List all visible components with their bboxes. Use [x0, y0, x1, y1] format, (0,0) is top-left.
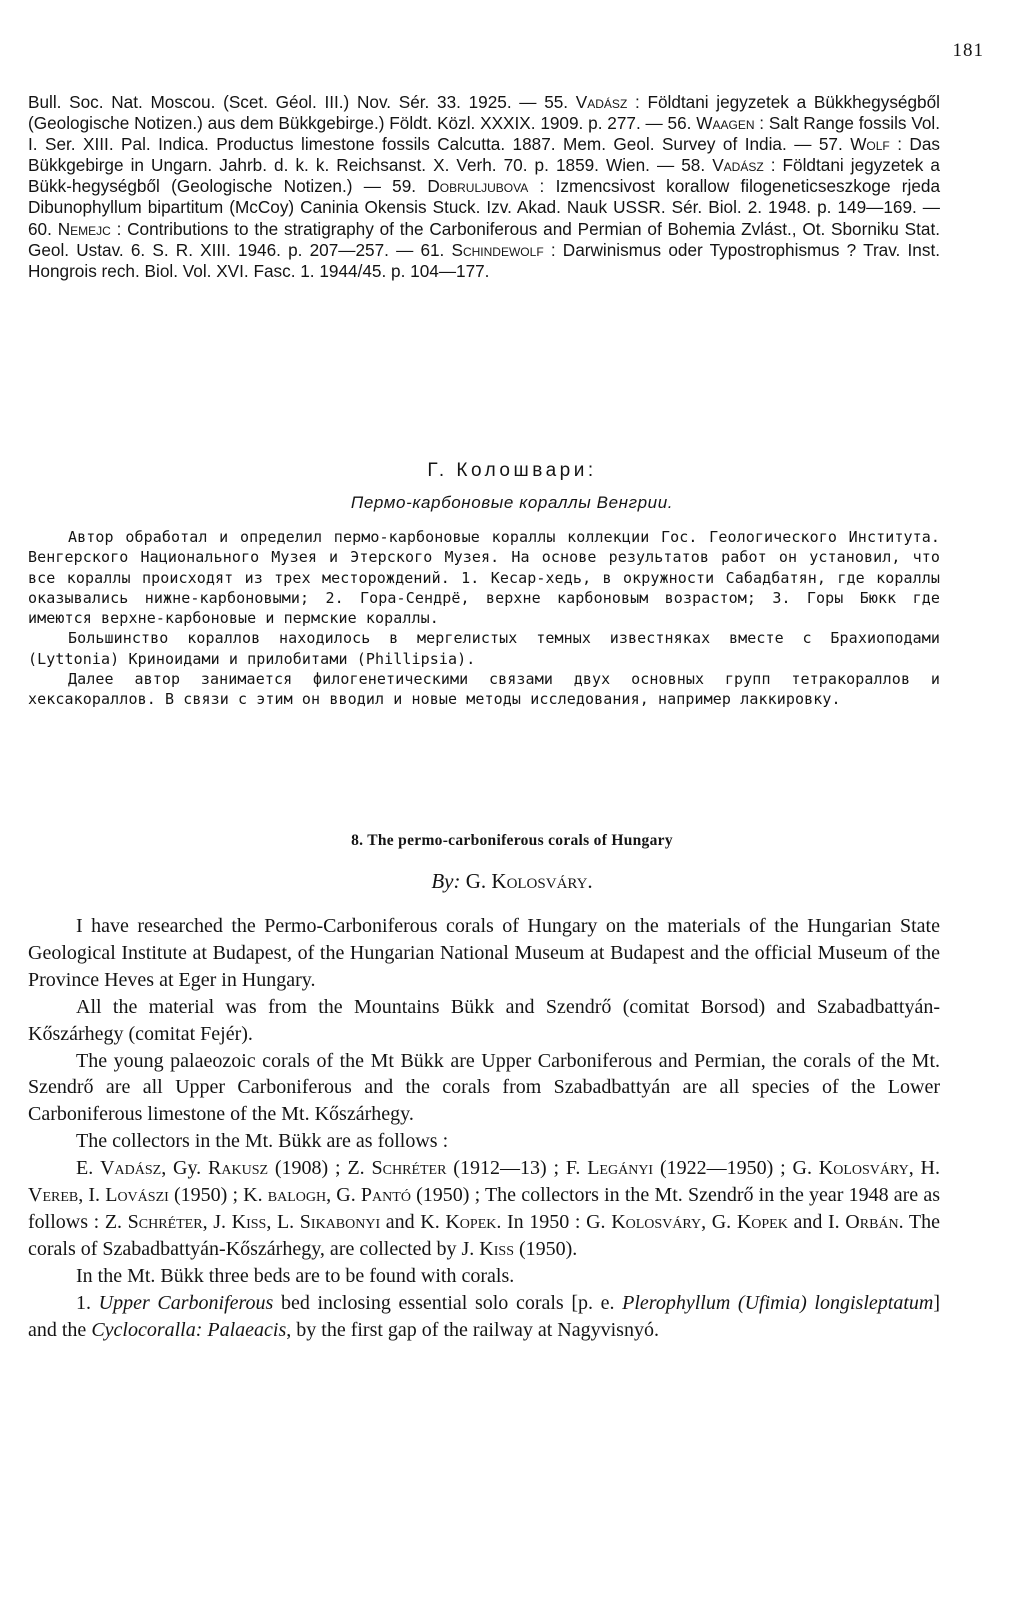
author-name: Lovászi [105, 1184, 169, 1207]
author-name: Kolosváry [611, 1210, 702, 1233]
text-run: , by the first gap of the railway at Nagyvisnyó. [286, 1318, 659, 1341]
author-name: balogh [267, 1184, 327, 1207]
italic-term: Upper Carboniferous [98, 1291, 274, 1314]
russian-title: Пермо-карбоновые кораллы Венгрии. [350, 493, 674, 512]
page-number: 181 [952, 40, 984, 61]
article-paragraph [28, 1263, 940, 1290]
text-run: , H. [908, 1157, 940, 1180]
text-run: : Földtani jegyzetek a Bükkhegységből (Geologische Notizen.) aus dem Bükkgebirge.) Földt. Közl. XXXIX. 1909. p. 277. — 56. [28, 92, 940, 134]
russian-paragraph: Автор обработал и определил пермо-карбоновые кораллы коллекции Гос. Геологического Института. Венгерского Национального Музея и Этерского Музея. На основе результатов работ он установил, что все кораллы происходят из трех месторождений. 1. Кесар-хедь, в окружности Сабадбатян, где кораллы оказывались нижне-карбоновыми; 2. Гора-Сендрё, верхне карбоновым возрастом; 3. Горы Бюкк где имеются верхне-карбоновые и пермские кораллы. [28, 528, 940, 628]
russian-paragraph: Далее автор занимается филогенетическими связами двух основных групп тетракораллов и хексакораллов. В связи с этим он вводил и новые методы исследования, например лаккировку. [28, 670, 940, 709]
article-body [28, 913, 940, 1344]
text-run: (1912—13) ; F. [446, 1157, 588, 1180]
text-run: , L. [266, 1210, 300, 1233]
author-name: Pantó [360, 1184, 411, 1207]
text-run: E. [76, 1157, 101, 1180]
author-name: Legányi [587, 1157, 654, 1180]
italic-term: Plerophyllum (Ufimia) longisleptatum [622, 1291, 934, 1314]
text-run: : Izmencsivost korallow filogeneticseszkoge rjeda Dibunophyllum bipartitum (McCoy) Caninia Okensis Stuck. Izv. Akad. Nauk USSR. Sér. Biol. 2. 1948. p. 149—169. — 60. [28, 176, 940, 239]
text-run: and I. [787, 1210, 846, 1233]
text-run: . In 1950 : G. [496, 1210, 612, 1233]
article-paragraph [28, 913, 940, 994]
text-run: : Salt Range fossils Vol. I. Ser. XIII. Pal. Indica. Productus limestone fossils Calcutta. 1887. Mem. Geol. Survey of India. — 57. [28, 113, 940, 155]
author-name: Kopek [736, 1210, 788, 1233]
author-name: Schréter [371, 1157, 447, 1180]
author-name: Vereb [28, 1184, 79, 1207]
text-run: . The corals of Szabadbattyán-Kőszárhegy, are collected by J. [28, 1210, 940, 1260]
italic-term: Cyclocoralla: Palaeacis [91, 1318, 287, 1341]
text-run: The young palaeozoic corals of the Mt Bükk are Upper Carboniferous and Permian, the corals of the Mt. Szendrő are all Upper Carboniferous and the corals from Szabadbattyán are all species of the Lower Carboniferous limestone of the Mt. Kőszárhegy. [28, 1049, 940, 1126]
reference-list [28, 92, 940, 282]
text-run: , G. [326, 1184, 361, 1207]
text-run: (1908) ; Z. [268, 1157, 372, 1180]
author-name: Schréter [127, 1210, 203, 1233]
author-name: Kiss [479, 1237, 514, 1260]
text-run: In the Mt. Bükk three beds are to be found with corals. [76, 1264, 515, 1287]
author-name: Nemejc [57, 218, 111, 239]
author-name: Vadász [100, 1157, 162, 1180]
article-byline [0, 869, 1024, 894]
article-paragraph [28, 1048, 940, 1129]
author-name: Dobruljubova [427, 176, 529, 197]
text-run: , J. [202, 1210, 232, 1233]
collectors-paragraph [28, 1155, 940, 1263]
russian-summary [28, 527, 940, 710]
text-run: , Gy. [161, 1157, 209, 1180]
byline-author: G. Kolosváry. [465, 869, 593, 893]
text-run: bed inclosing essential solo corals [p. e. [273, 1291, 623, 1314]
article-title: 8. The permo-carboniferous corals of Hungary [351, 832, 673, 849]
text-run: (1950) ; K. [168, 1184, 268, 1207]
author-name: Kopek [445, 1210, 497, 1233]
text-run: (1950). [513, 1237, 578, 1260]
text-run: : Földtani jegyzetek a Bükk-hegységből (Geologische Notizen.) — 59. [28, 155, 940, 197]
article-paragraph [28, 994, 940, 1048]
text-run: 1. [76, 1291, 99, 1314]
author-name: Waagen [696, 113, 755, 134]
author-name: Rakusz [208, 1157, 269, 1180]
text-run: , G. [701, 1210, 737, 1233]
author-name: Orbán [845, 1210, 899, 1233]
text-run: ] and the [28, 1291, 940, 1341]
text-run: (1950) ; The collectors in the Mt. Szendrő in the year 1948 are as follows : Z. [28, 1184, 940, 1233]
text-run: : Das Bükkgebirge in Ungarn. Jahrb. d. k. k. Reichsanst. X. Verh. 70. p. 1859. Wien. — 58. [28, 134, 940, 176]
author-name: Schindewolf [451, 239, 544, 260]
text-run: I have researched the Permo-Carboniferous corals of Hungary on the materials of the Hungarian State Geological Institute at Budapest, of the Hungarian National Museum at Budapest and the official Museum of the Province Heves at Eger in Hungary. [28, 915, 940, 991]
article-paragraph [28, 1290, 940, 1344]
byline-prefix: By: [431, 869, 461, 893]
text-run: and K. [380, 1210, 446, 1233]
text-run: : Darwinismus oder Typostrophismus ? Trav. Inst. Hongrois rech. Biol. Vol. XVI. Fasc. 1. 1944/45. p. 104—177. [28, 239, 940, 281]
text-run: , I. [78, 1184, 106, 1207]
author-name: Sikabonyi [299, 1210, 381, 1233]
text-run: Bull. Soc. Nat. Moscou. (Scet. Géol. III.) Nov. Sér. 33. 1925. — 55. [28, 92, 576, 112]
text-run: The collectors in the Mt. Bükk are as follows : [76, 1130, 449, 1153]
text-run: All the material was from the Mountains Bükk and Szendrő (comitat Borsod) and Szabadbattyán-Kőszárhegy (comitat Fejér). [28, 995, 940, 1045]
author-name: Kiss [231, 1210, 267, 1233]
article-paragraph [28, 1128, 940, 1155]
author-name: Wolf [850, 134, 890, 155]
author-name: Kolosváry [818, 1157, 909, 1180]
russian-author: Г. Колошвари: [427, 460, 597, 481]
author-name: Vadász [712, 155, 764, 176]
russian-paragraph: Большинство кораллов находилось в мергелистых темных известняках вместе с Брахиоподами (Lyttonia) Криноидами и прилобитами (Phillipsia). [28, 629, 940, 668]
author-name: Vadász [575, 92, 628, 112]
text-run: : Contributions to the stratigraphy of the Carboniferous and Permian of Bohemia Zvlást., Ot. Sborniku Stat. Geol. Ustav. 6. S. R. XIII. 1946. p. 207—257. — 61. [28, 218, 941, 260]
text-run: (1922—1950) ; G. [653, 1157, 819, 1180]
